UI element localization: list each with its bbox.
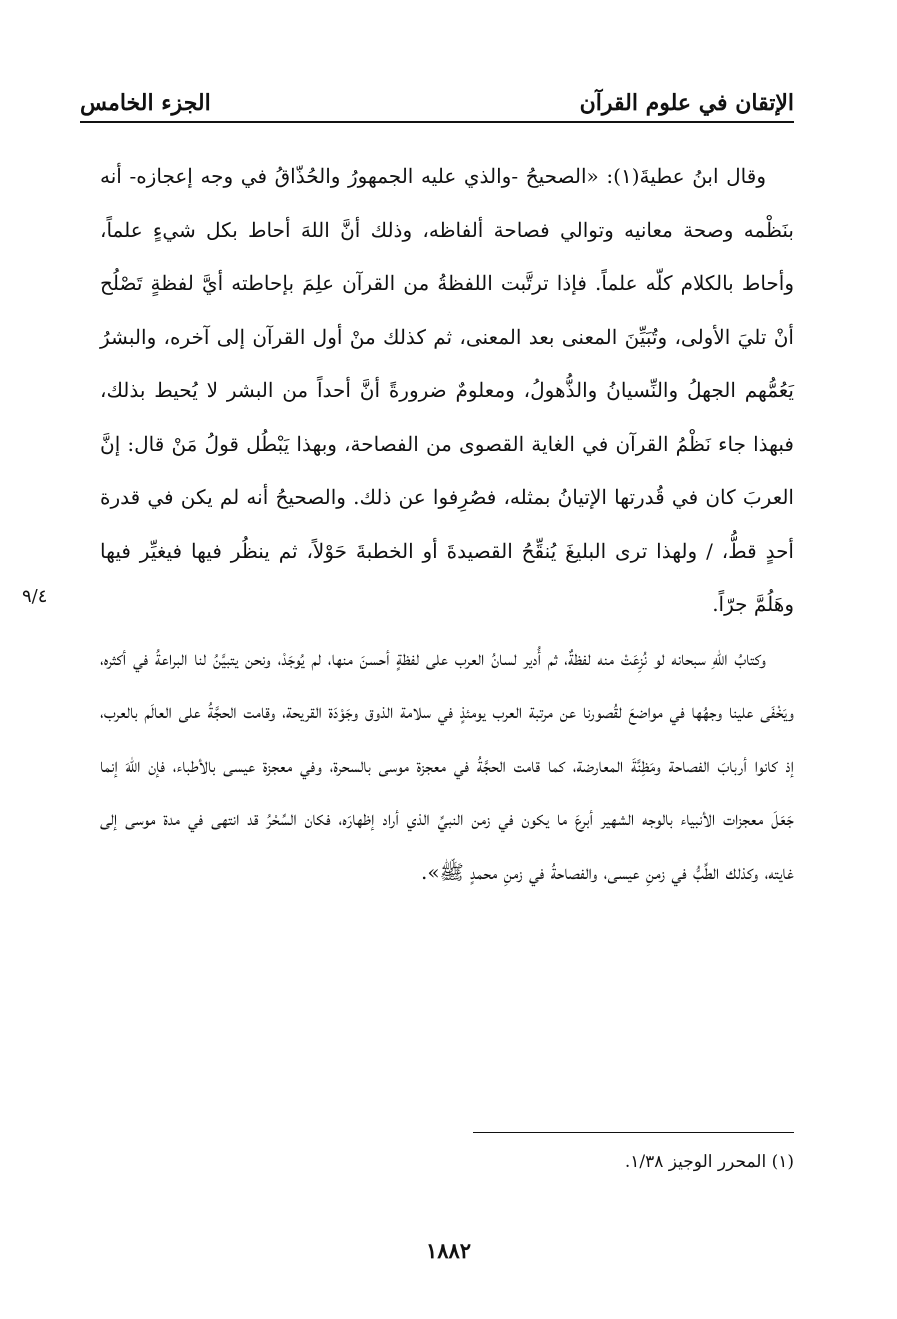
body-text <box>100 150 794 899</box>
paragraph: وكتابُ اللهِ سبحانه لو نُزِعَتْ منه لفظةٌ، ثم أُدير لسانُ العرب على لفظةٍ أحسنَ منها، لم يُوجَدْ، ونحن يتبيَّنُ لنا البراعةُ في أكثره، ويَخْفَى علينا وجهُها في مواضعَ لقُصورنا عن مرتبة العرب يومئذٍ في سلامة الذوق وجَوْدَة القريحة، وقامت الحجَّةُ على العالَم بالعرب، إذ كانوا أربابَ الفصاحة ومَظِنَّةَ المعارضة، كما قامت الحجَّةُ في معجزة موسى بالسحرة، وفي معجزة عيسى بالأطباء، فإن اللهَ إنما جَعَلَ معجزات الأنبياء بالوجه الشهير أبرعَ ما يكون في زمن النبيِّ الذي أراد إظهارَه، فكان السِّحْرُ قد انتهى في مدة موسى إلى غايته، وكذلك الطِّبُّ في زمنِ عيسى، والفصاحةُ في زمنِ محمدٍ ﷺ». <box>100 645 794 884</box>
running-header <box>80 76 794 116</box>
part-label: الجزء الخامس <box>80 90 211 116</box>
footnote: (١) المحرر الوجيز ١/٣٨. <box>624 1152 794 1172</box>
book-title: الإتقان في علوم القرآن <box>579 90 794 116</box>
page-number: ١٨٨٢ <box>425 1238 472 1263</box>
header-rule <box>80 121 794 123</box>
footnote-rule <box>473 1132 794 1133</box>
paragraph: وقال ابنُ عطيةَ(١): «الصحيحُ -والذي عليه الجمهورُ والحُذّاقُ في وجه إعجازه- أنه بنَظْمه وصحة معانيه وتوالي فصاحة ألفاظه، وذلك أنَّ اللهَ أحاط بكل شيءٍ علماً، وأحاط بالكلام كلّه علماً. فإذا ترتَّبت اللفظةُ من القرآن علِمَ بإحاطته أيَّ لفظةٍ تَصْلُح أنْ تليَ الأولى، وتُبَيِّنَ المعنى بعد المعنى، ثم كذلك منْ أول القرآن إلى آخره، والبشرُ يَعُمُّهم الجهلُ والنِّسيانُ والذُّهولُ، ومعلومٌ ضرورةً أنَّ أحداً من البشر لا يُحيط بذلك، فبهذا جاء نَظْمُ القرآن في الغاية القصوى من الفصاحة، وبهذا يَبْطُل قولُ مَنْ قال: إنَّ العربَ كان في قُدرتها الإتيانُ بمثله، فصُرِفوا عن ذلك. والصحيحُ أنه لم يكن في قدرة أحدٍ قطُّ، / ولهذا ترى البليغَ يُنقِّحُ القصيدةَ أو الخطبةَ حَوْلاً، ثم ينظُر فيها فيغيِّر فيها وهَلُمَّ جرّاً. <box>100 164 794 616</box>
margin-reference: ٩/٤ <box>22 586 48 607</box>
